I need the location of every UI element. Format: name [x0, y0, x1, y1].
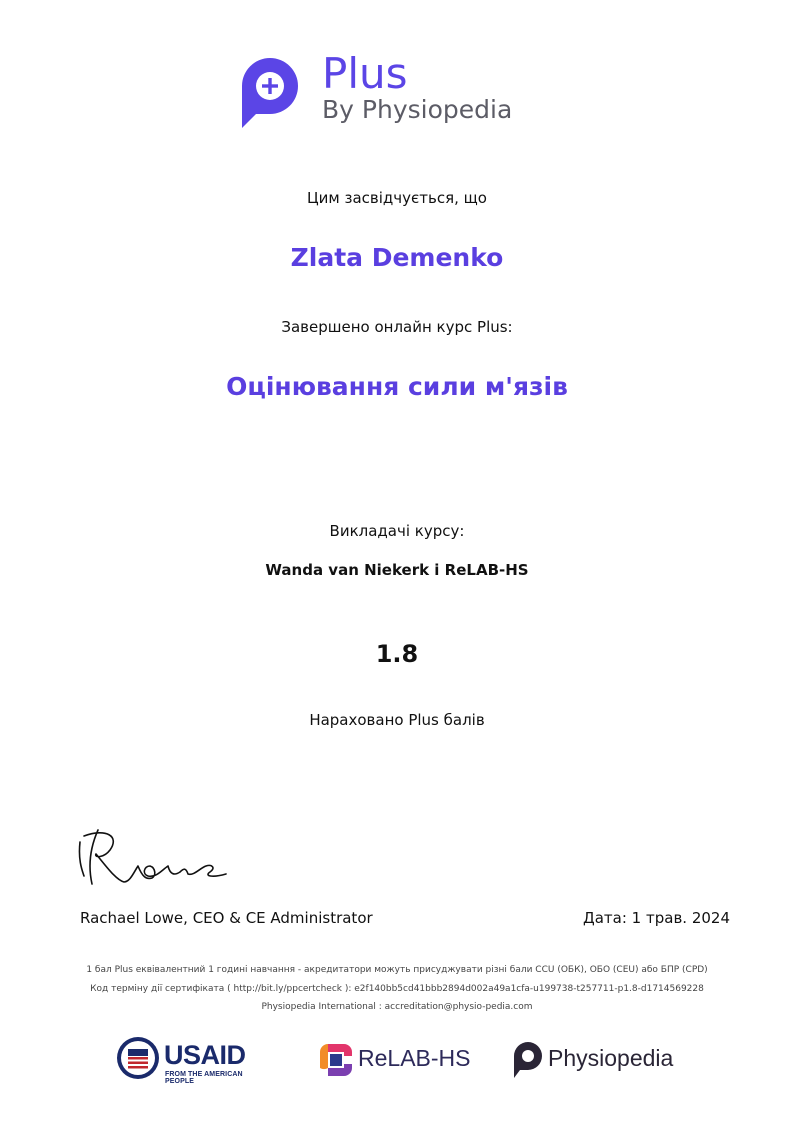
instructors-label: Викладачі курсу:: [329, 522, 465, 540]
fine-print-line-3: Physiopedia International : accreditation@physio-pedia.com: [261, 1002, 533, 1012]
fine-print-line-1: 1 бал Plus еквівалентний 1 годині навчання - акредитатори можуть присуджувати різні бали CCU (ОБК), ОБО (CEU) або БПР (CPD): [86, 965, 708, 975]
plus-logo-icon: [236, 52, 302, 130]
relab-hs-logo: [316, 1038, 476, 1084]
recipient-name: Zlata Demenko: [290, 243, 504, 272]
certify-text: Цим засвідчується, що: [307, 189, 487, 207]
usaid-wordmark: USAID: [164, 1040, 246, 1070]
relab-hs-wordmark: ReLAB-HS: [358, 1045, 471, 1071]
relab-hs-icon: [316, 1040, 356, 1080]
course-title: Оцінювання сили м'язів: [226, 372, 568, 401]
completed-text: Завершено онлайн курс Plus:: [281, 318, 513, 336]
usaid-seal-icon: [116, 1036, 160, 1080]
points-value: 1.8: [375, 640, 419, 668]
fine-print-line-2: Код терміну дії сертифіката ( http://bit.ly/ppcertcheck ): e2f140bb5cd41bbb2894d002a49a1cfa-u199738-t257711-p1.8-d1714569228: [90, 984, 704, 994]
physiopedia-wordmark: Physiopedia: [548, 1045, 674, 1071]
physiopedia-logo: [510, 1038, 690, 1084]
logo-title: Plus: [322, 49, 408, 98]
instructors: Wanda van Niekerk і ReLAB-HS: [265, 561, 529, 579]
issue-date: Дата: 1 трав. 2024: [583, 909, 730, 927]
usaid-logo: [116, 1034, 272, 1086]
signature: [76, 826, 236, 890]
plus-logo: [236, 50, 536, 132]
usaid-tagline: FROM THE AMERICAN PEOPLE: [165, 1071, 243, 1085]
signer-name: Rachael Lowe, CEO & CE Administrator: [80, 909, 373, 927]
physiopedia-icon: [510, 1040, 544, 1080]
points-label: Нараховано Plus балів: [309, 711, 485, 729]
logo-subtitle: By Physiopedia: [322, 95, 513, 124]
